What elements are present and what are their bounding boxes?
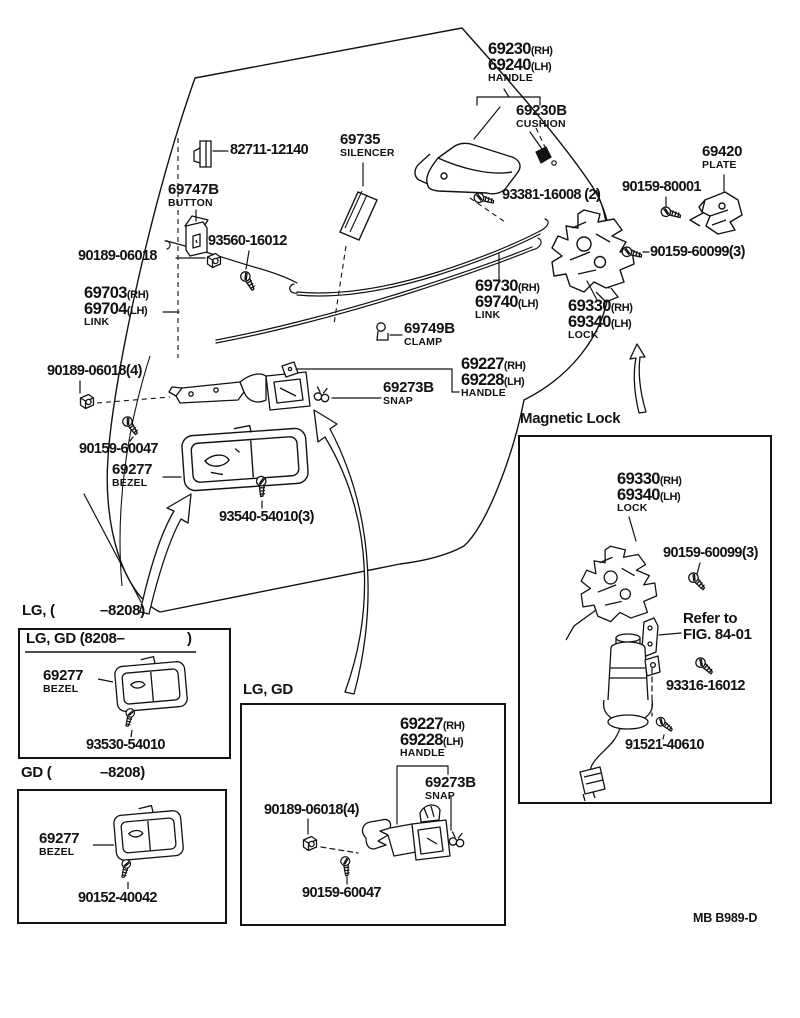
cushion-sketch <box>536 147 556 165</box>
label-lock: 69330(RH) 69340(LH) LOCK <box>568 297 633 342</box>
label-silencer: 69735 SILENCER <box>340 131 395 159</box>
label-snap: 69273B SNAP <box>383 379 434 407</box>
label-plate: 69420 PLATE <box>702 143 743 171</box>
inset-lg-prefix: LG, ( <box>22 602 55 619</box>
inset-box3-nut-label: 90189-06018(4) <box>264 802 359 818</box>
label-screw-60099: 90159-60099(3) <box>650 244 745 260</box>
label-clamp: 69749B CLAMP <box>404 320 455 348</box>
label-refer-fig: Refer to FIG. 84-01 <box>683 610 752 643</box>
inset-lg-range: –8208) <box>100 602 145 619</box>
label-screw-93381: 93381-16008 (2) <box>502 187 601 203</box>
silencer-sketch <box>340 191 377 240</box>
label-screw-93560: 93560-16012 <box>208 233 287 249</box>
inset-box3-screw-label: 90159-60047 <box>302 885 381 901</box>
inset-gd-prefix: GD ( <box>21 764 52 781</box>
label-nut-06018: 90189-06018 <box>78 248 157 264</box>
inner-handle-sketch <box>169 362 310 410</box>
lock-sketch <box>552 210 634 302</box>
label-screw-60047: 90159-60047 <box>79 441 158 457</box>
inset-gd-range: –8208) <box>100 764 145 781</box>
label-screw-93316: 93316-16012 <box>666 678 745 694</box>
label-link-front: 69703(RH) 69704(LH) LINK <box>84 284 149 329</box>
magnetic-box-title: Magnetic Lock <box>520 410 621 427</box>
label-cushion: 69230B CUSHION <box>516 102 567 130</box>
label-button: 69747B BUTTON <box>168 181 219 209</box>
label-clip: 82711-12140 <box>230 142 309 158</box>
inset-box2-screw-label: 90152-40042 <box>78 890 157 906</box>
inset-box2-bezel-label: 69277 BEZEL <box>39 830 80 858</box>
bezel-sketch <box>181 422 309 492</box>
label-bezel: 69277 BEZEL <box>112 461 153 489</box>
label-link-rear: 69730(RH) 69740(LH) LINK <box>475 277 540 322</box>
label-outer-handle: 69230(RH) 69240(LH) HANDLE <box>488 40 553 85</box>
clip-82711-sketch <box>194 141 211 167</box>
inset-box1-title-close: ) <box>187 630 192 647</box>
label-nut-06018-4: 90189-06018(4) <box>47 363 142 379</box>
label-screw-80001: 90159-80001 <box>622 179 701 195</box>
clamp-sketch <box>377 323 388 340</box>
inset-box1-title: LG, GD (8208– <box>26 630 125 647</box>
label-screw-93540: 93540-54010(3) <box>219 509 314 525</box>
inset-box1-screw-label: 93530-54010 <box>86 737 165 753</box>
inset-box3-title: LG, GD <box>243 681 293 698</box>
label-screw-91521: 91521-40610 <box>625 737 704 753</box>
inset-box1-bezel-label: 69277 BEZEL <box>43 667 84 695</box>
inset-box3-snap-label: 69273B SNAP <box>425 774 476 802</box>
label-screw-60099-box: 90159-60099(3) <box>663 545 758 561</box>
inset-box3-handle-label: 69227(RH) 69228(LH) HANDLE <box>400 715 465 760</box>
label-inner-handle: 69227(RH) 69228(LH) HANDLE <box>461 355 526 400</box>
figure-code: MB B989-D <box>693 911 758 925</box>
label-magnetic-lock: 69330(RH) 69340(LH) LOCK <box>617 470 682 515</box>
plate-sketch <box>690 192 742 234</box>
snap-sketch <box>314 387 328 402</box>
button-sketch <box>185 216 208 256</box>
